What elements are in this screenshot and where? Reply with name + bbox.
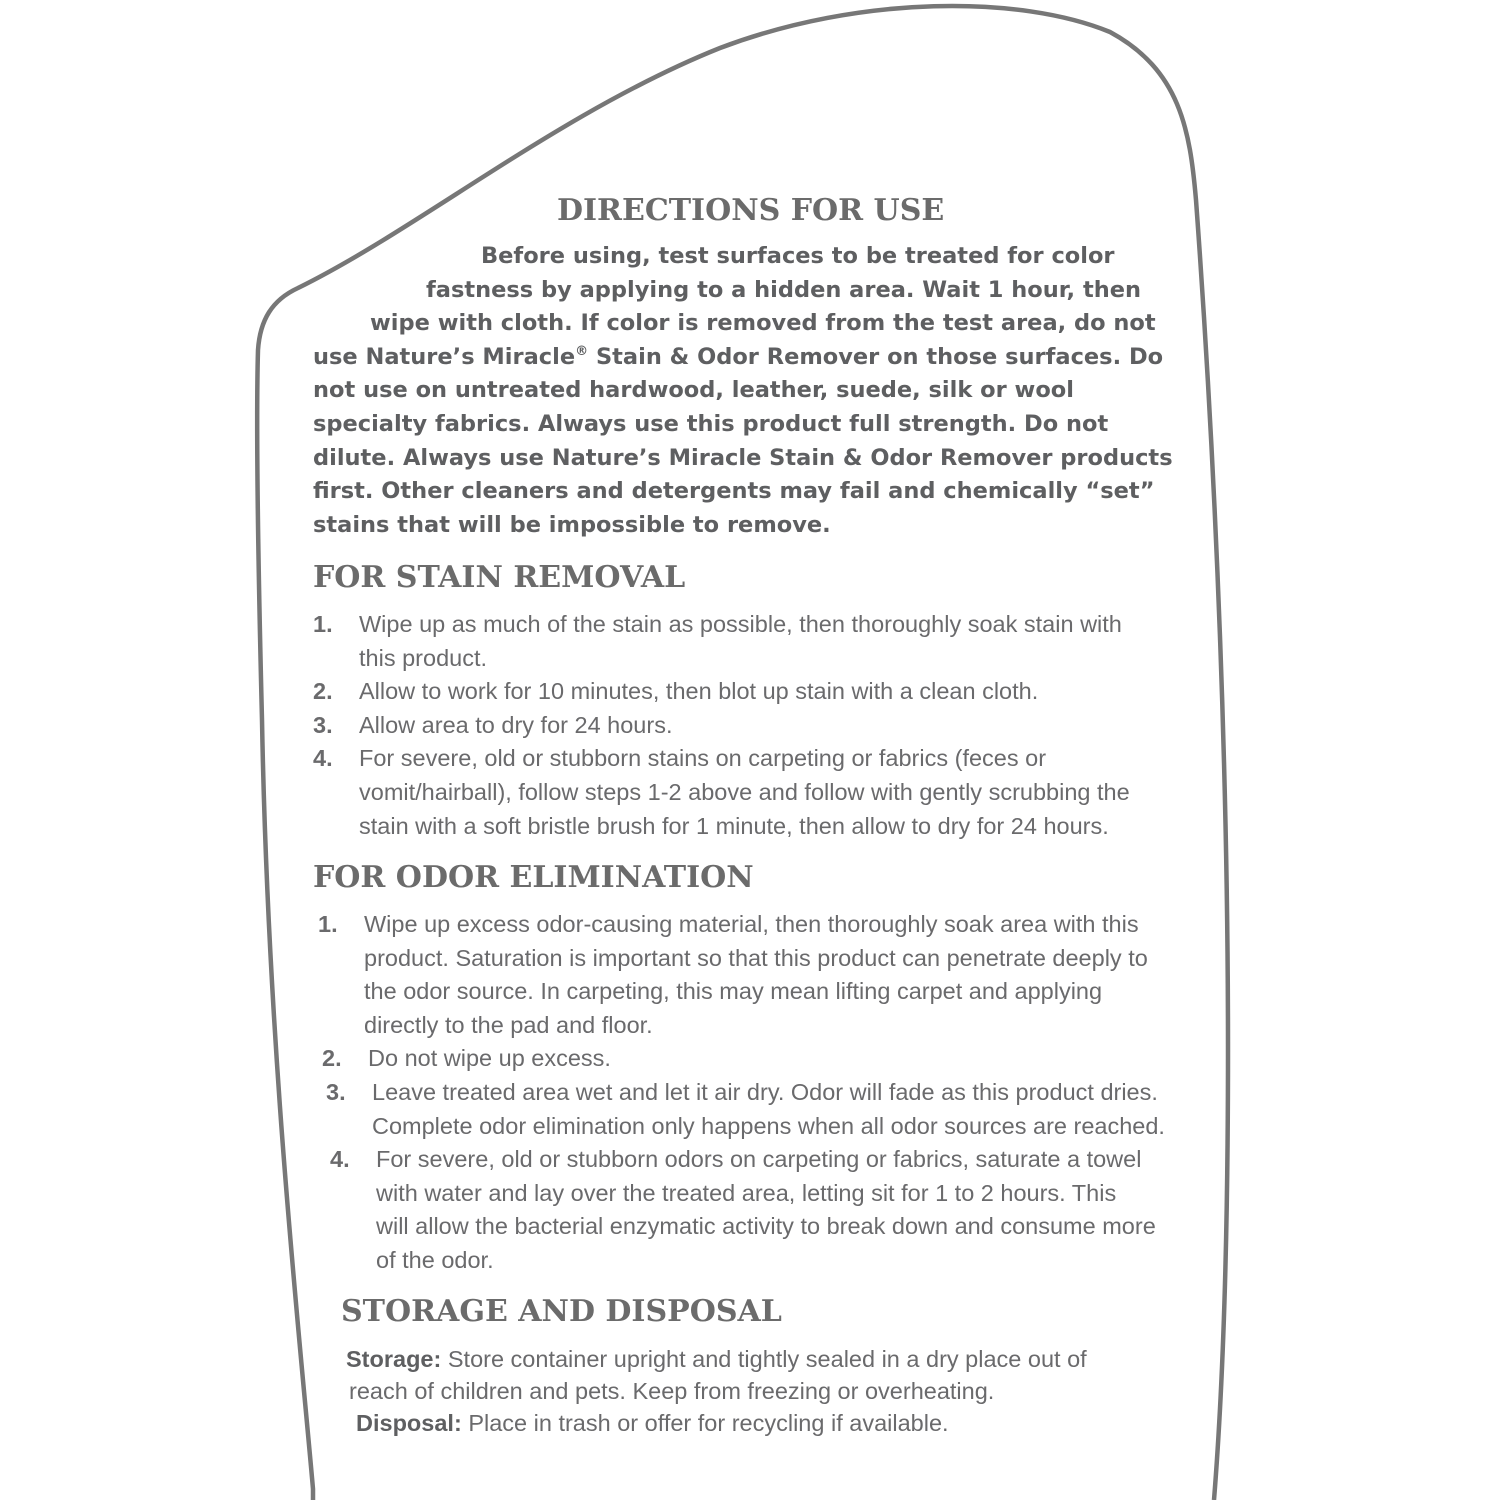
step-number: 4. — [313, 745, 333, 772]
registered-mark: ® — [575, 343, 589, 359]
step-number: 1. — [313, 611, 333, 637]
step-text: Allow to work for 10 minutes, then blot up stain with a clean cloth. — [359, 678, 1039, 705]
step-text: Wipe up excess odor-causing material, then thoroughly soak area with this — [364, 911, 1139, 937]
step-text: this product. — [359, 644, 488, 671]
step-number: 2. — [322, 1045, 342, 1072]
directions-line: dilute. Always use Nature’s Miracle Stain & Odor Remover products — [313, 444, 1173, 471]
step-number: 2. — [313, 678, 333, 705]
list-item — [322, 1042, 1165, 1076]
directions-line-with-mark — [313, 341, 1173, 375]
step-number: 4. — [330, 1146, 350, 1173]
storage-label: Storage: — [346, 1346, 442, 1372]
step-text: Wipe up as much of the stain as possible, then thoroughly soak stain with — [359, 611, 1122, 637]
list-item — [318, 908, 1165, 1042]
list-item — [326, 1076, 1165, 1143]
storage-paragraph — [346, 1344, 1087, 1439]
step-number: 3. — [326, 1078, 346, 1105]
directions-line: specialty fabrics. Always use this product full strength. Do not — [313, 410, 1109, 437]
storage-line — [346, 1344, 1087, 1376]
step-text: the odor source. In carpeting, this may mean lifting carpet and applying — [364, 978, 1103, 1005]
step-text: Allow area to dry for 24 hours. — [359, 711, 673, 738]
directions-line: not use on untreated hardwood, leather, suede, silk or wool — [313, 377, 1074, 404]
directions-line: Stain & Odor Remover on those surfaces. Do — [588, 343, 1164, 370]
step-text: with water and lay over the treated area, letting sit for 1 to 2 hours. This — [376, 1179, 1117, 1206]
list-item — [313, 742, 1130, 843]
stain-removal-steps — [313, 608, 1130, 843]
step-text: For severe, old or stubborn stains on carpeting or fabrics (feces or — [359, 745, 1047, 772]
step-number: 1. — [318, 911, 338, 937]
storage-disposal-heading: STORAGE AND DISPOSAL — [341, 1294, 782, 1329]
directions-line: Before using, test surfaces to be treated for color — [481, 243, 1115, 269]
directions-line: stains that will be impossible to remove. — [313, 511, 831, 538]
list-item — [330, 1143, 1165, 1277]
list-item — [313, 709, 1130, 743]
step-text: of the odor. — [376, 1246, 494, 1273]
list-item — [313, 608, 1130, 675]
disposal-text: Place in trash or offer for recycling if available. — [468, 1409, 949, 1436]
step-number: 3. — [313, 711, 333, 738]
step-text: Complete odor elimination only happens when all odor sources are reached. — [372, 1112, 1165, 1139]
step-text: stain with a soft bristle brush for 1 minute, then allow to dry for 24 hours. — [359, 812, 1109, 839]
storage-text: reach of children and pets. Keep from freezing or overheating. — [349, 1377, 995, 1404]
directions-line: fastness by applying to a hidden area. Wait 1 hour, then — [426, 276, 1141, 303]
directions-line: wipe with cloth. If color is removed from the test area, do not — [370, 310, 1156, 337]
step-text: will allow the bacterial enzymatic activity to break down and consume more — [376, 1213, 1156, 1240]
step-text: vomit/hairball), follow steps 1-2 above and follow with gently scrubbing the — [359, 778, 1130, 805]
directions-heading: DIRECTIONS FOR USE — [557, 193, 945, 228]
storage-text: Store container upright and tightly sealed in a dry place out of — [447, 1346, 1087, 1372]
step-text: directly to the pad and floor. — [364, 1011, 653, 1038]
disposal-label: Disposal: — [356, 1409, 462, 1436]
odor-elimination-heading: FOR ODOR ELIMINATION — [313, 860, 754, 895]
step-text: product. Saturation is important so that this product can penetrate deeply to — [364, 944, 1148, 971]
stain-removal-heading: FOR STAIN REMOVAL — [313, 560, 686, 595]
step-text: Leave treated area wet and let it air dry. Odor will fade as this product dries. — [372, 1078, 1158, 1105]
list-item — [313, 675, 1130, 709]
step-text: Do not wipe up excess. — [368, 1045, 611, 1072]
directions-line: first. Other cleaners and detergents may fail and chemically “set” — [313, 478, 1155, 505]
disposal-line — [346, 1408, 1087, 1440]
directions-paragraph — [313, 240, 1173, 542]
step-text: For severe, old or stubborn odors on carpeting or fabrics, saturate a towel — [376, 1146, 1142, 1173]
directions-line: use Nature’s Miracle — [313, 343, 576, 370]
odor-elimination-steps — [318, 908, 1165, 1278]
